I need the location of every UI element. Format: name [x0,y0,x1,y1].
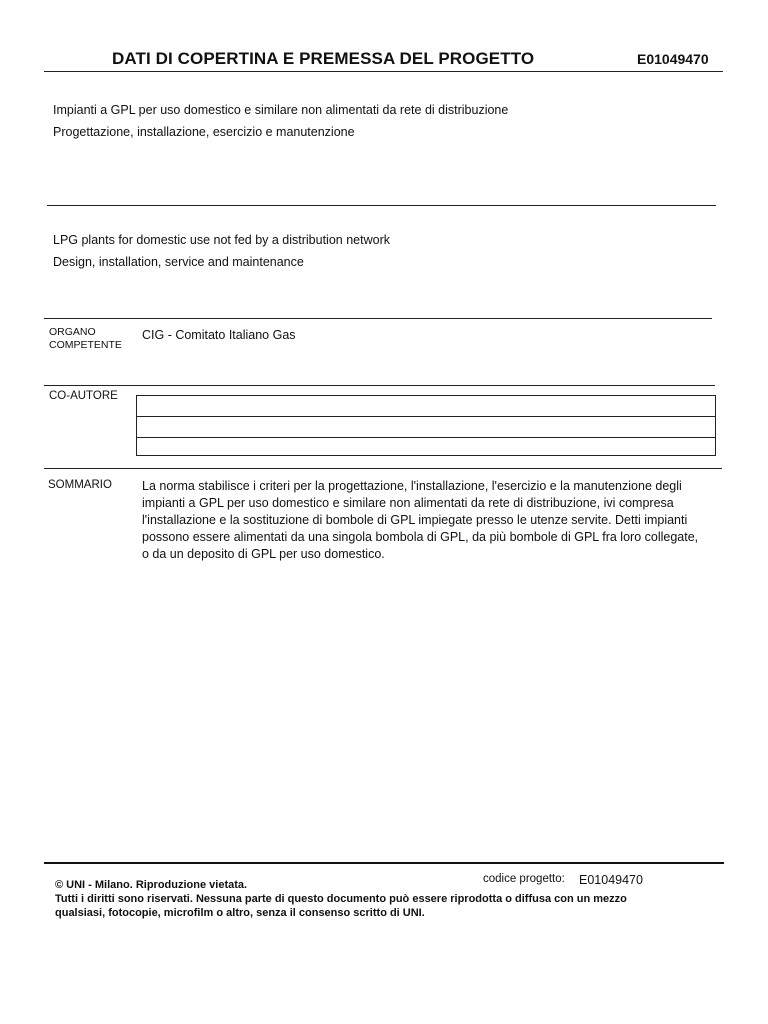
italian-title-line2: Progettazione, installazione, esercizio e manutenzione [53,125,355,139]
coautore-label: CO-AUTORE [49,390,118,402]
organo-value: CIG - Comitato Italiano Gas [142,328,296,342]
page-title: DATI DI COPERTINA E PREMESSA DEL PROGETTO [112,49,535,68]
project-code: E01049470 [637,51,709,67]
organo-label [49,326,122,352]
section-divider [47,205,716,206]
coautore-row [137,438,715,458]
english-title-line2: Design, installation, service and maintenance [53,255,304,269]
section-divider [44,385,715,386]
copyright-line2: Tutti i diritti sono riservati. Nessuna parte di questo documento può essere riprodotta o diffusa con un mezzo [55,893,627,905]
organo-label-line1: ORGANO [49,326,96,338]
sommario-line: o da un deposito di GPL per uso domestico. [142,547,385,561]
coautore-row [137,396,715,417]
copyright-notice [55,878,695,920]
sommario-label: SOMMARIO [48,479,112,491]
sommario-line: possono essere alimentati da una singola bombola di GPL, da più bombole di GPL fra loro collegate, [142,530,699,544]
coautore-table [136,395,716,456]
section-divider [44,468,722,469]
footer-divider [44,862,724,864]
sommario-line: l'installazione e la sostituzione di bombole di GPL impiegate presso le utenze servite. Detti impianti [142,513,688,527]
section-divider [44,318,712,319]
header-divider [44,71,723,72]
organo-label-line2: COMPETENTE [49,339,122,351]
italian-title-line1: Impianti a GPL per uso domestico e similare non alimentati da rete di distribuzione [53,103,509,117]
codice-value: E01049470 [579,873,643,887]
coautore-row [137,417,715,438]
sommario-line: La norma stabilisce i criteri per la progettazione, l'installazione, l'esercizio e la manutenzione degli [142,479,682,493]
copyright-line1: © UNI - Milano. Riproduzione vietata. [55,879,248,891]
copyright-line3: qualsiasi, fotocopie, microfilm o altro, senza il consenso scritto di UNI. [55,907,425,919]
sommario-line: impianti a GPL per uso domestico e similare non alimentati da rete di distribuzione, ivi compresa [142,496,674,510]
english-title-line1: LPG plants for domestic use not fed by a distribution network [53,233,390,247]
codice-label: codice progetto: [483,873,565,885]
sommario-text [142,478,722,563]
